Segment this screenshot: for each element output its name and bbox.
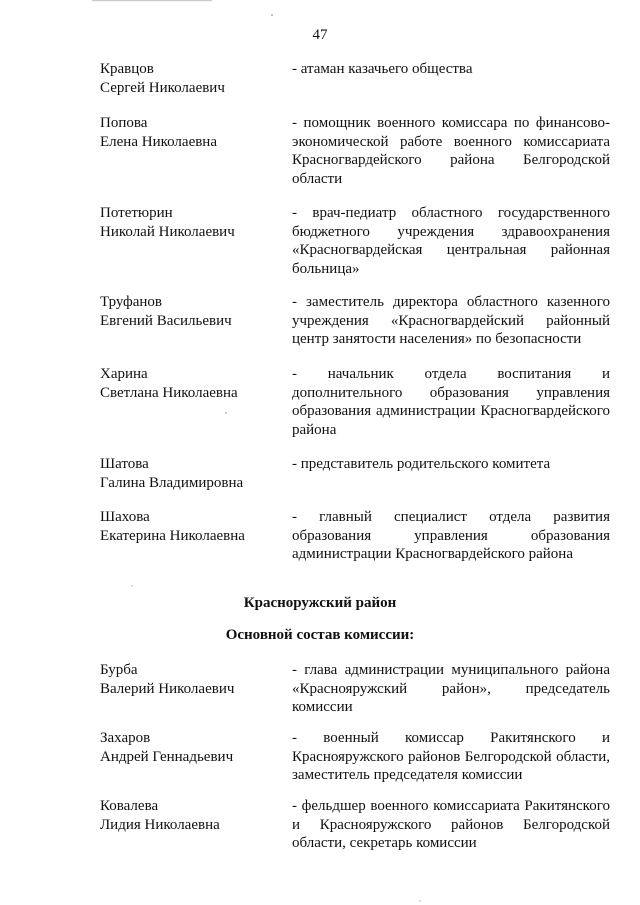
member-name	[100, 455, 280, 492]
member-given-names: Екатерина Николаевна	[100, 527, 245, 544]
member-given-names: Галина Владимировна	[100, 474, 244, 491]
member-name	[100, 204, 280, 241]
member-surname: Шатова	[100, 456, 149, 472]
scan-speck	[225, 412, 226, 413]
member-surname: Харина	[100, 366, 148, 382]
member-surname: Захаров	[100, 730, 151, 746]
member-name	[100, 729, 280, 766]
member-name	[100, 661, 280, 698]
member-surname: Шахова	[100, 509, 150, 525]
member-name	[100, 293, 280, 330]
member-given-names: Андрей Геннадьевич	[100, 748, 234, 765]
member-role: - помощник военного комиссара по финансово-экономической работе военного комиссариата Красногвардейского района Белгородской области	[292, 115, 610, 187]
member-surname: Попова	[100, 115, 148, 131]
member-surname: Кравцов	[100, 61, 154, 77]
member-role: - фельдшер военного комиссариата Ракитянского и Краснояружского районов Белгородской области, секретарь комиссии	[292, 798, 610, 851]
member-given-names: Евгений Васильевич	[100, 312, 232, 329]
member-role: - военный комиссар Ракитянского и Краснояружского районов Белгородской области, заместитель председателя комиссии	[292, 730, 610, 783]
member-surname: Ковалева	[100, 798, 159, 814]
member-name	[100, 60, 280, 97]
member-given-names: Елена Николаевна	[100, 133, 217, 150]
member-name	[100, 365, 280, 402]
commission-heading: Основной состав комиссии:	[225, 627, 415, 643]
member-role: - врач-педиатр областного государственного бюджетного учреждения здравоохранения «Красногвардейская центральная районная больница»	[292, 205, 610, 277]
member-name	[100, 508, 280, 545]
member-given-names: Валерий Николаевич	[100, 680, 235, 697]
scan-smudge	[92, 0, 212, 1]
member-surname: Труфанов	[100, 294, 163, 310]
scan-speck	[419, 900, 420, 901]
scan-speck	[131, 585, 132, 586]
member-role: - заместитель директора областного казенного учреждения «Красногвардейский районный центр занятости населения» по безопасности	[292, 294, 610, 347]
page-number: 47	[312, 27, 328, 43]
member-role: - главный специалист отдела развития образования управления образования администрации Красногвардейского района	[292, 509, 610, 562]
member-surname: Потетюрин	[100, 205, 173, 221]
member-role: - начальник отдела воспитания и дополнительного образования управления образования администрации Красногвардейского района	[292, 366, 610, 438]
member-name	[100, 797, 280, 834]
member-given-names: Лидия Николаевна	[100, 816, 220, 833]
scan-speck	[271, 14, 272, 15]
member-surname: Бурба	[100, 662, 138, 678]
member-given-names: Сергей Николаевич	[100, 79, 225, 96]
member-role: - атаман казачьего общества	[292, 61, 473, 77]
member-role: - глава администрации муниципального района «Краснояружский район», председатель комиссии	[292, 662, 610, 715]
member-given-names: Николай Николаевич	[100, 223, 235, 240]
member-role: - представитель родительского комитета	[292, 456, 551, 472]
member-name	[100, 114, 280, 151]
district-heading: Красноружский район	[243, 595, 397, 611]
member-given-names: Светлана Николаевна	[100, 384, 238, 401]
